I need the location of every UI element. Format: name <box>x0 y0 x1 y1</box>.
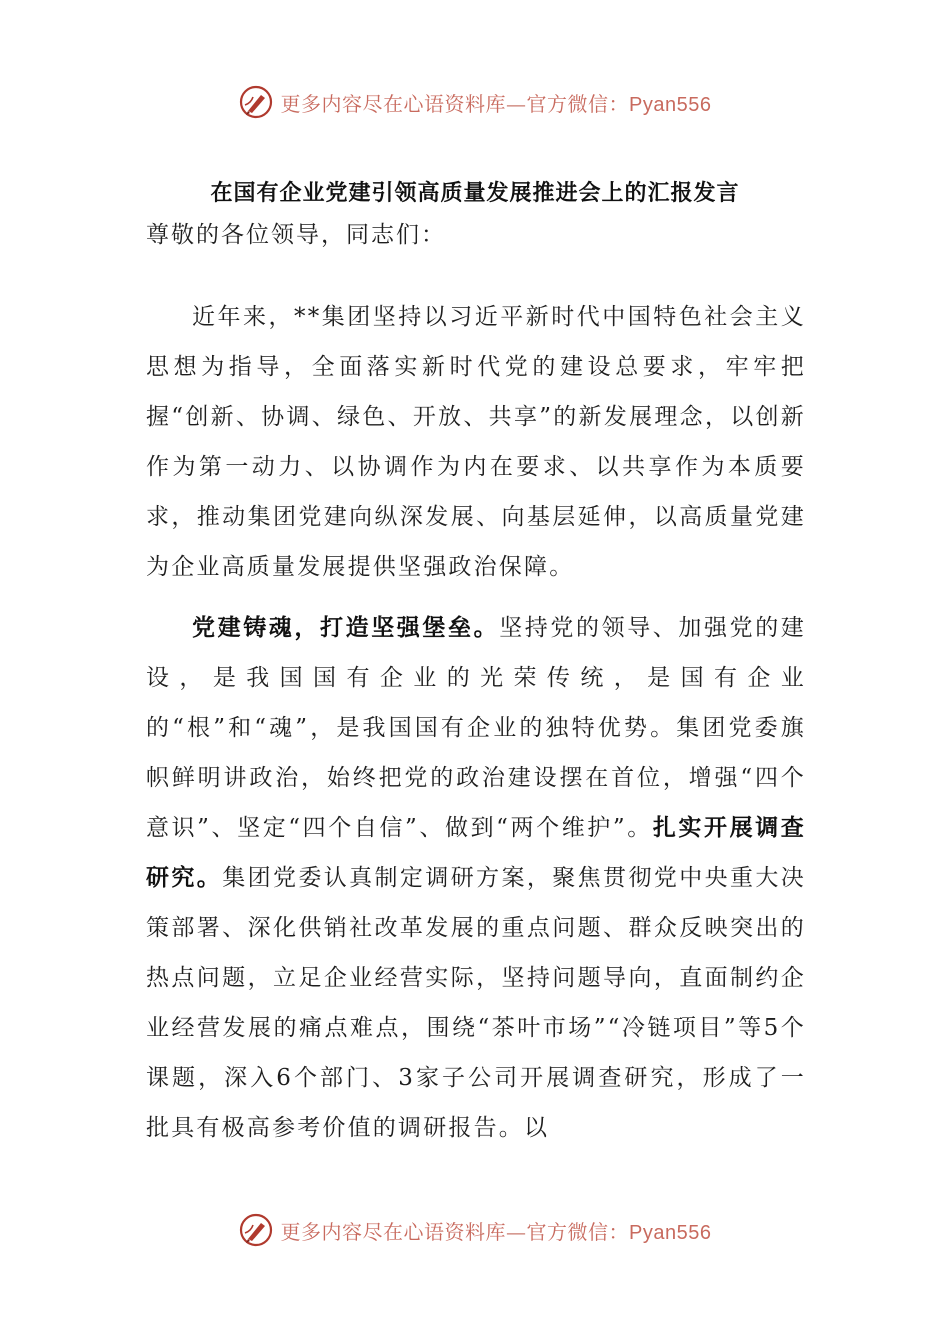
watermark-text-line <box>281 1216 712 1245</box>
watermark-separator: — <box>506 91 527 116</box>
watermark-wechat-id: Pyan556 <box>629 93 712 116</box>
paragraph-2-body-1: 坚持党的领导、加强党的建设，是我国国有企业的光荣传统，是国有企业的“根”和“魂”，是我国国有企业的独特优势。集团党委旗帜鲜明讲政治，始终把党的政治建设摆在首位，增强“四个意识”、坚定“四个自信”、做到“两个维护”。 <box>146 615 806 841</box>
pen-nib-logo-icon <box>239 1213 273 1247</box>
watermark-text: 更多内容尽在心语资料库 <box>280 91 507 116</box>
watermark-footer <box>0 1210 950 1250</box>
bold-heading-research: 扎实开展调查研究。 <box>146 814 806 891</box>
watermark-separator: — <box>506 1219 527 1244</box>
paragraph-2-body-2: 集团党委认真制定调研方案，聚焦贯彻党中央重大决策部署、深化供销社改革发展的重点问题、群众反映突出的热点问题，立足企业经营实际，坚持问题导向，直面制约企业经营发展的痛点难点，围绕“茶叶市场”“冷链项目”等5个课题，深入6个部门、3家子公司开展调查研究，形成了一批具有极高参考价值的调研报告。以 <box>146 865 806 1141</box>
bold-heading-party-building: 党建铸魂，打造坚强堡垒。 <box>192 614 500 641</box>
document-title: 在国有企业党建引领高质量发展推进会上的汇报发言 <box>210 180 740 206</box>
body-paragraph-2 <box>146 603 806 1153</box>
watermark-header <box>0 82 950 122</box>
watermark-label: 官方微信： <box>526 1219 630 1244</box>
watermark-label: 官方微信： <box>526 91 630 116</box>
watermark-wechat-id: Pyan556 <box>629 1221 712 1244</box>
watermark-text: 更多内容尽在心语资料库 <box>280 1219 507 1244</box>
salutation: 尊敬的各位领导，同志们： <box>146 222 446 248</box>
pen-nib-logo-icon <box>239 85 273 119</box>
watermark-text-line <box>281 88 712 117</box>
body-paragraph-1: 近年来，**集团坚持以习近平新时代中国特色社会主义思想为指导，全面落实新时代党的建设总要求，牢牢把握“创新、协调、绿色、开放、共享”的新发展理念，以创新作为第一动力、以协调作为内在要求、以共享作为本质要求，推动集团党建向纵深发展、向基层延伸，以高质量党建为企业高质量发展提供坚强政治保障。 <box>146 304 806 580</box>
